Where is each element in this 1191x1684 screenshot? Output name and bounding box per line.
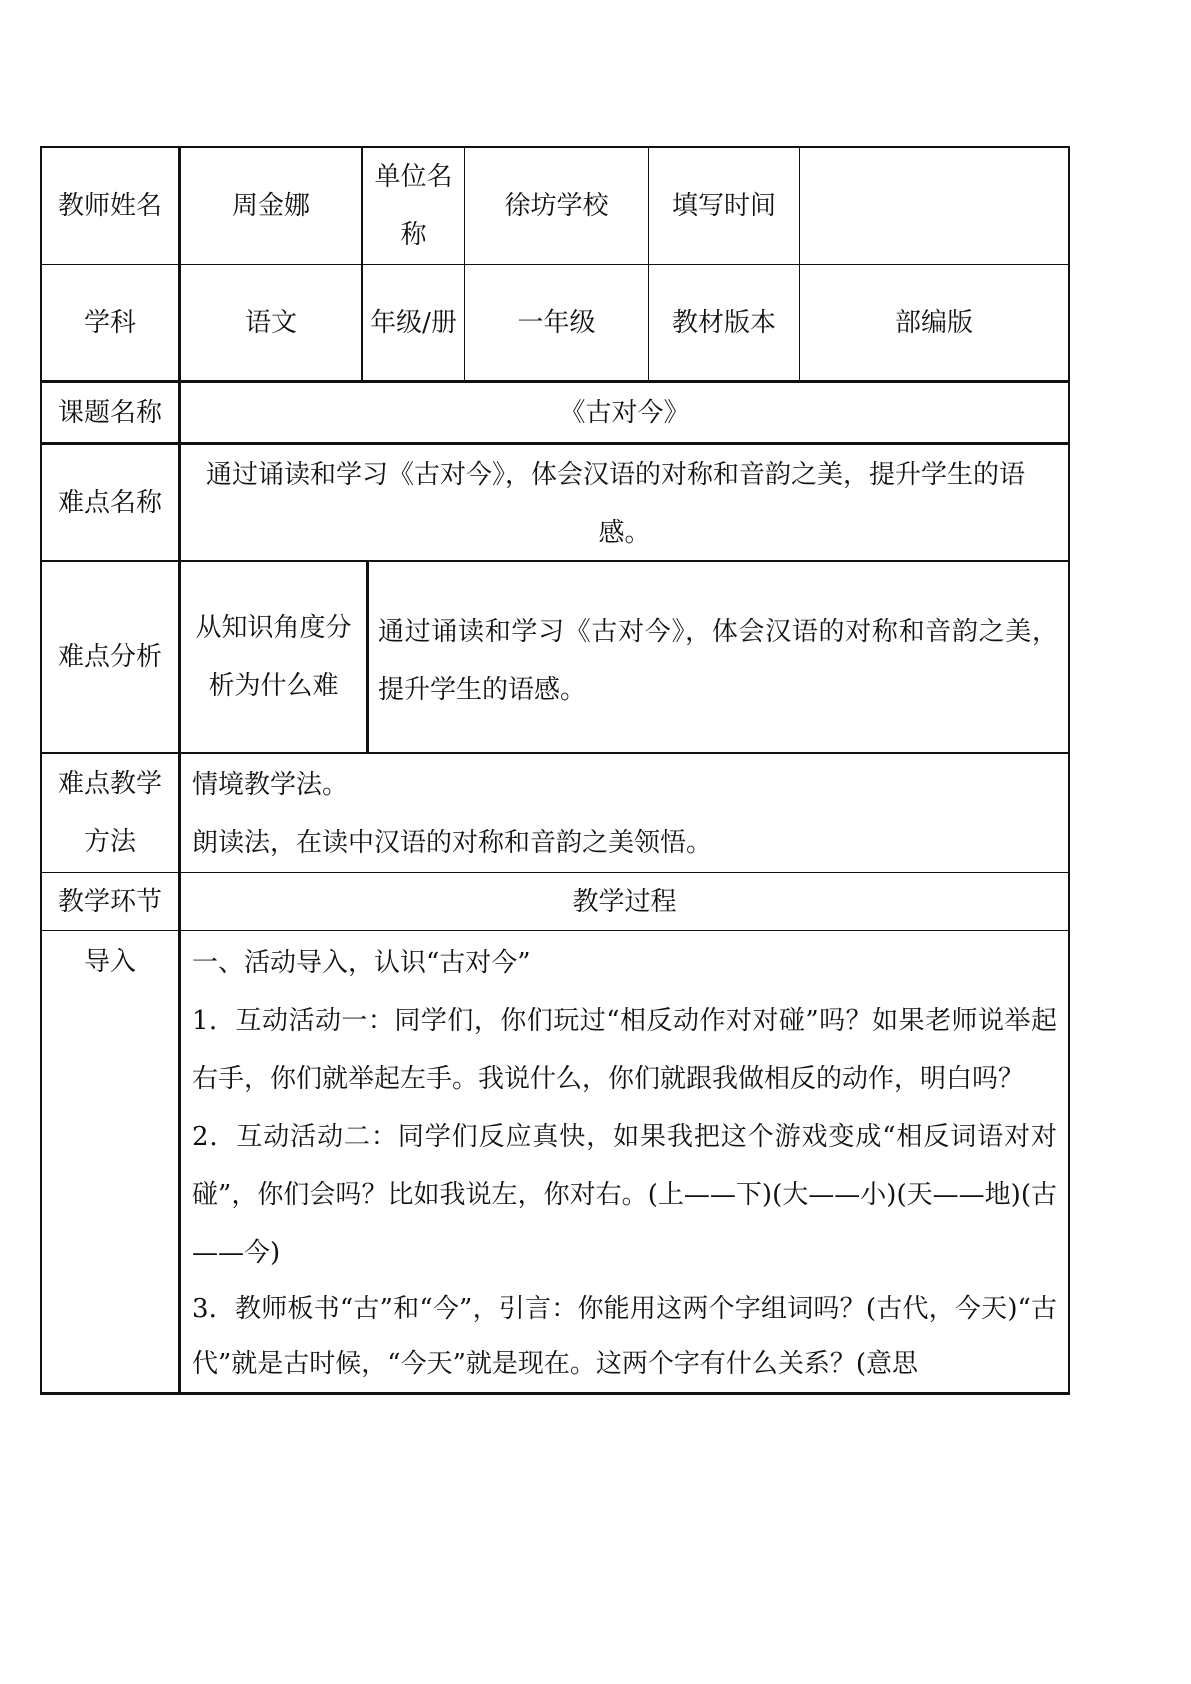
- intro-label: 导入: [83, 947, 136, 977]
- process-step-label: 教学环节: [57, 886, 162, 917]
- analysis-label: 难点分析: [57, 642, 162, 672]
- method-label: 难点教学方法: [57, 769, 162, 857]
- unit-name-label: 单位名称: [374, 162, 453, 250]
- fill-date-label: 填写时间: [671, 191, 776, 221]
- intro-paragraph-1: 一、活动导入，认识“古对今”: [192, 948, 531, 978]
- unit-name-value: 徐坊学校: [504, 191, 609, 221]
- method-line2: 朗读法，在读中汉语的对称和音韵之美领悟。: [192, 828, 713, 858]
- intro-paragraph-3: 2．互动活动二：同学们反应真快，如果我把这个游戏变成“相反词语对对碰”，你们会吗？比如我说左，你对右。(上——下)(大——小)(天——地)(古——今): [192, 1122, 1057, 1268]
- process-header-value: 教学过程: [572, 886, 677, 917]
- subject-value: 语文: [244, 307, 297, 338]
- analysis-sub-label: 从知识角度分析为什么难: [195, 613, 352, 701]
- teacher-name-label: 教师姓名: [57, 191, 162, 221]
- fill-date-value: [800, 148, 1068, 264]
- textbook-edition-value: 部编版: [894, 307, 973, 338]
- topic-value: 《古对今》: [559, 397, 690, 428]
- difficulty-label: 难点名称: [57, 487, 162, 518]
- teacher-name-value: 周金娜: [231, 191, 310, 221]
- intro-paragraph-4: 3．教师板书“古”和“今”，引言：你能用这两个字组词吗？(古代，今天)“古代”就是古时候，“今天”就是现在。这两个字有什么关系？(意思: [192, 1294, 1057, 1379]
- analysis-content: 通过诵读和学习《古对今》，体会汉语的对称和音韵之美，提升学生的语感。: [378, 617, 1058, 705]
- difficulty-text-line1: 通过诵读和学习《古对今》，体会汉语的对称和音韵之美，提升学生的语: [206, 460, 1026, 490]
- subject-label: 学科: [83, 307, 136, 338]
- grade-label: 年级/册: [370, 307, 457, 338]
- method-line1: 情境教学法。: [192, 770, 349, 800]
- grade-value: 一年级: [517, 307, 596, 338]
- difficulty-text-line2: 感。: [598, 518, 651, 548]
- intro-paragraph-2: 1．互动活动一：同学们，你们玩过“相反动作对对碰”吗？如果老师说举起右手，你们就举起左手。我说什么，你们就跟我做相反的动作，明白吗？: [192, 1006, 1057, 1094]
- textbook-edition-label: 教材版本: [671, 307, 776, 338]
- topic-label: 课题名称: [57, 397, 162, 428]
